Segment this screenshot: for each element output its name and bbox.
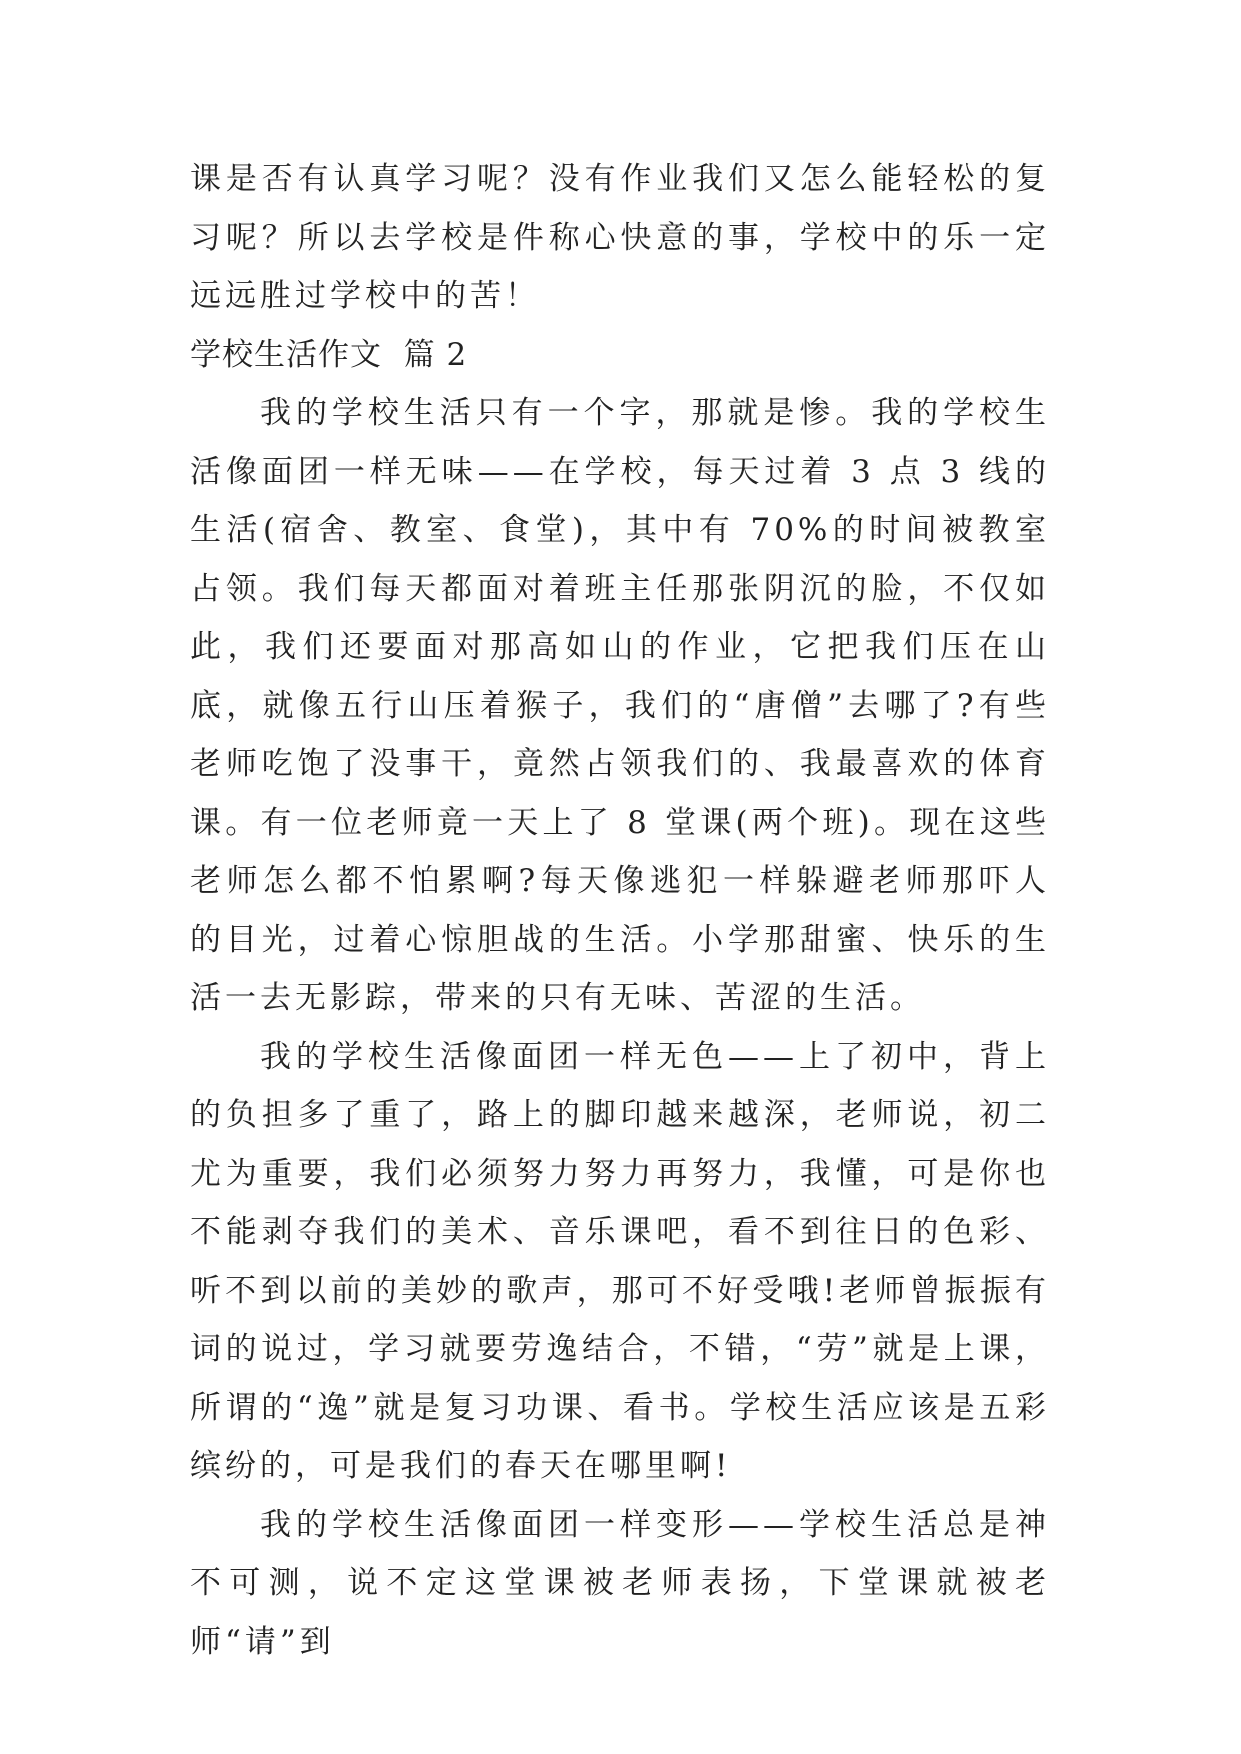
paragraph-continuation: 课是否有认真学习呢？没有作业我们又怎么能轻松的复习呢？所以去学校是件称心快意的事，学校中的乐一定远远胜过学校中的苦！ bbox=[190, 161, 1050, 314]
document-body bbox=[190, 150, 1050, 1671]
paragraph-1: 我的学校生活只有一个字，那就是惨。我的学校生活像面团一样无味——在学校，每天过着 3 点 3 线的生活(宿舍、教室、食堂)，其中有 70%的时间被教室占领。我们每天都面对着班主任那张阴沉的脸，不仅如此，我们还要面对那高如山的作业，它把我们压在山底，就像五行山压着猴子，我们的“唐僧”去哪了?有些老师吃饱了没事干，竟然占领我们的、我最喜欢的体育课。有一位老师竟一天上了 8 堂课(两个班)。现在这些老师怎么都不怕累啊?每天像逃犯一样躲避老师那吓人的目光，过着心惊胆战的生活。小学那甜蜜、快乐的生活一去无影踪，带来的只有无味、苦涩的生活。 bbox=[190, 395, 1050, 1016]
paragraph-2: 我的学校生活像面团一样无色——上了初中，背上的负担多了重了，路上的脚印越来越深，老师说，初二尤为重要，我们必须努力努力再努力，我懂，可是你也不能剥夺我们的美术、音乐课吧，看不到往日的色彩、听不到以前的美妙的歌声，那可不好受哦!老师曾振振有词的说过，学习就要劳逸结合，不错，“劳”就是上课，所谓的“逸”就是复习功课、看书。学校生活应该是五彩缤纷的，可是我们的春天在哪里啊! bbox=[190, 1038, 1050, 1484]
section-heading: 学校生活作文 篇 2 bbox=[190, 336, 468, 373]
paragraph-3: 我的学校生活像面团一样变形——学校生活总是神不可测，说不定这堂课被老师表扬，下堂课就被老师“请”到 bbox=[190, 1506, 1050, 1660]
